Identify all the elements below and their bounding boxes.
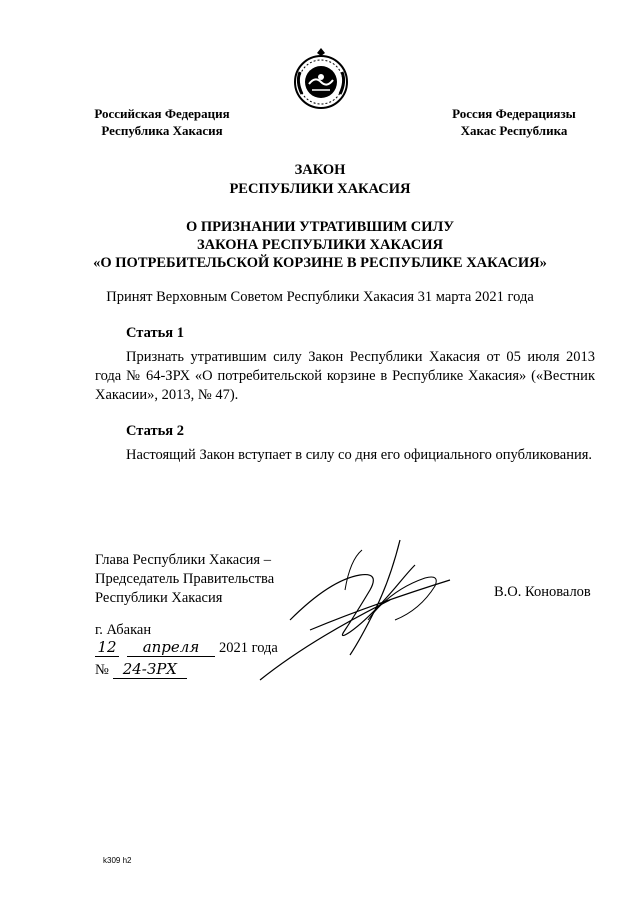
header-right-line2: Хакас Республика <box>460 123 568 138</box>
subject-line2: ЗАКОНА РЕСПУБЛИКИ ХАКАСИЯ <box>196 237 443 253</box>
title-line2: РЕСПУБЛИКИ ХАКАСИЯ <box>229 181 411 197</box>
article1-text: Признать утратившим силу Закон Республики Хакасия от 05 июля 2013 года № 64-ЗРХ «О потребительской корзине в Республике Хакасия» («Вестник Хакасии», 2013, № 47). <box>95 349 595 403</box>
date-line <box>95 638 278 657</box>
header-right-line1: Россия Федерациязы <box>452 106 576 121</box>
adopted-text: Принят Верховным Советом Республики Хакасия 31 марта 2021 года <box>106 289 534 305</box>
law-number: 24-ЗРХ <box>113 660 187 679</box>
title-line1: ЗАКОН <box>294 162 346 178</box>
law-number-prefix: № <box>95 662 109 678</box>
footer-code: k309 h2 <box>103 856 132 865</box>
date-year: 2021 года <box>219 640 278 656</box>
signature-title-line3: Республики Хакасия <box>95 590 223 606</box>
article2-text: Настоящий Закон вступает в силу со дня его официального опубликования. <box>126 447 593 463</box>
header-left <box>86 105 238 139</box>
signature-title-line2: Председатель Правительства <box>95 571 275 587</box>
city: г. Абакан <box>95 622 152 638</box>
article1-heading: Статья 1 <box>126 325 184 341</box>
signer-name: В.О. Коновалов <box>494 584 591 600</box>
date-day: 12 <box>95 638 119 657</box>
signature-title-line1: Глава Республики Хакасия – <box>95 552 271 568</box>
header-left-line1: Российская Федерация <box>94 106 230 121</box>
header-right <box>428 105 600 139</box>
header-left-line2: Республика Хакасия <box>101 123 223 138</box>
article2-heading: Статья 2 <box>126 423 184 439</box>
subject-line1: О ПРИЗНАНИИ УТРАТИВШИМ СИЛУ <box>185 219 455 235</box>
date-month: апреля <box>127 638 215 657</box>
handwritten-signature <box>250 520 470 690</box>
subject-line3: «О ПОТРЕБИТЕЛЬСКОЙ КОРЗИНЕ В РЕСПУБЛИКЕ ХАКАСИЯ» <box>93 255 547 271</box>
law-number-line <box>95 660 187 679</box>
khakassia-coat-of-arms-icon <box>292 46 350 110</box>
